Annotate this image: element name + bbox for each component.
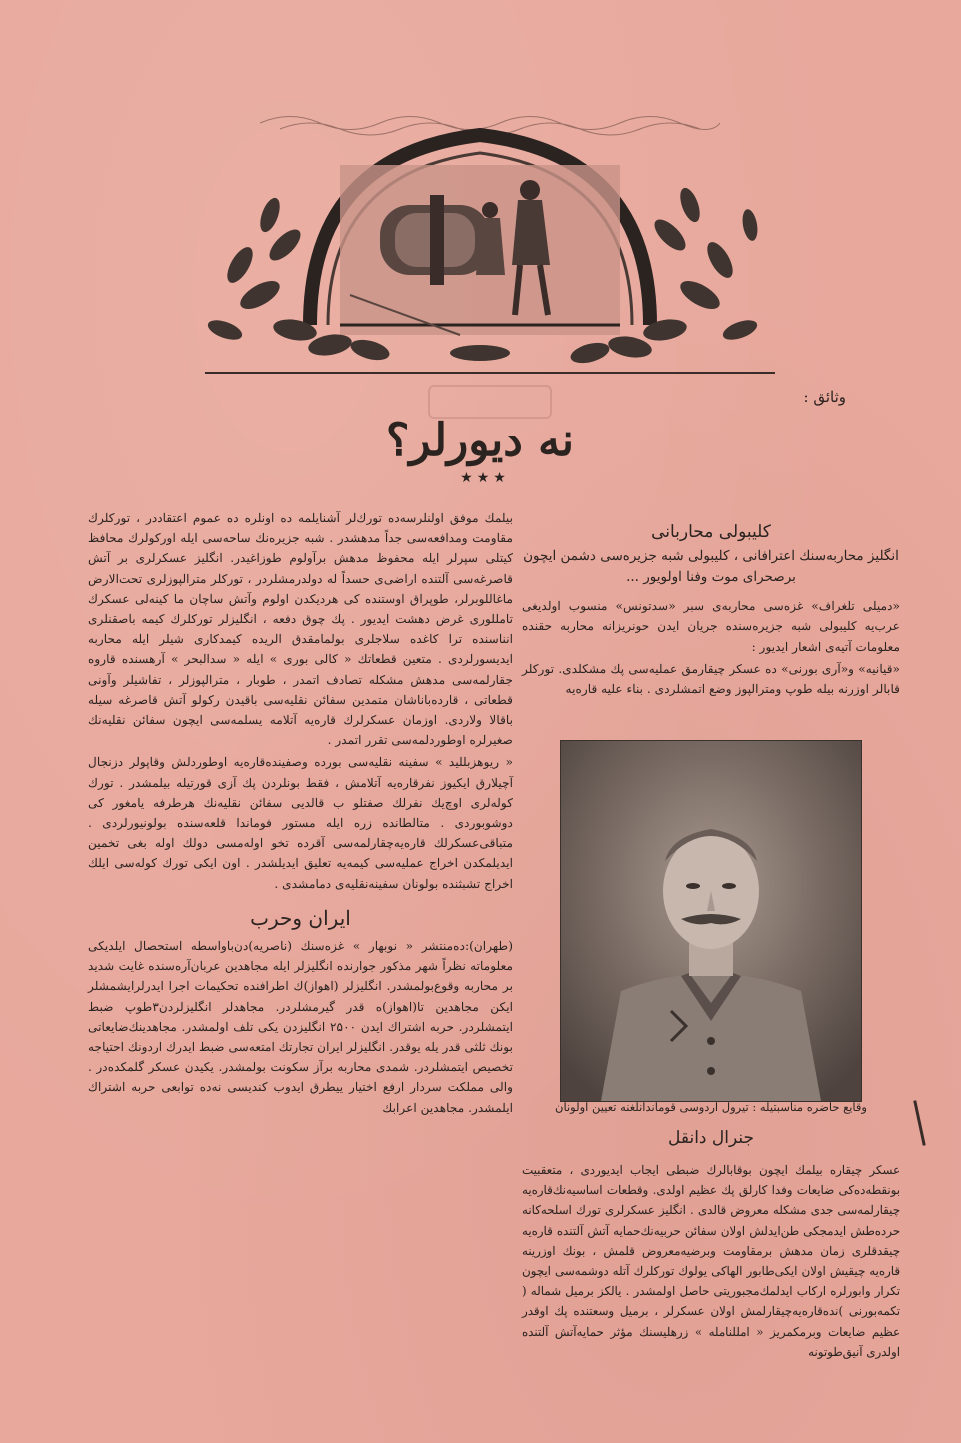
left-paragraph-2: « ريوهزبلليد » سفينه نقليه‌سی بورده وصفينده‌قاره‌يه اوطوردلش وقاپولر دزنجال آچيلارق ايكيوز نفرقاره‌يه آتلامش ، فقط بونلردن پك آزی قورتيله بيلمشدر . تورك كوله‌لری اوچ‌يك نفرلك صفتلو ب قالديی سفائن نقليه‌نك هرطرفه يامغور كی دوشوبوردی . متالطانده زره ايله مستور فوماندا قلعه‌سنده بولونيورلردی . متباقی‌عسكرلك قاره‌يه‌چقارلمه‌سی آقرده تخو اوله‌مسی دولك اوله بغی تخمين ايديلمكدن اخراج عمليه‌سی كيمه‌يه تعليق ايديلشدر . اون ايكی تورك كوله‌سی ايلك اخراج تشبثنده بولونان سفينه‌نقليه‌ی دمامشدی . xyxy=(88,755,513,891)
iran-paragraph: (طهران):ده‌منتشر « نوبهار » غزه‌سنك (ناصريه)دن‌باواسطه استحصال ايلديكی معلوماته نظراً شهر مذكور جوارنده انگليزلر ايله مجاهدين عربان‌آره‌سنده غايت شديد بر محاربه وقوع‌بولمشدر. انگليزلر (اهواز)ك اطرافنده تحكيمات اجرا ايدرلرايشمشلر ايكن مجاهدين تا(اهواز)ه قدر گيرمشلردر. مجاهدلر انگليزلردن۳طوپ ضبط ايتمشلردر. حربه اشتراك ايدن ۲۵۰۰ انگليزدن يكی تلف اولمشدر. مجاهدينك‌ضايعاتی بونك ثلثی قدر يله يوقدر. انگليزلر ايران تجارتك امتعه‌سی ضبط ايدرك اردونك احتياجه تخصيص ايتمشلردر. شمدی محاربه برآز سكونت بولمشدر. يكيدن عسكر گلمكده‌در . والی مملكت سردار ارفع اختيار ييطرق ايدوب كنديسی نه‌ده توابعی حربه اشتراك ايلمشدر. مجاهدين اعرابك xyxy=(88,939,514,1115)
wreath-artillery-illustration xyxy=(200,95,760,370)
page-title: نه ديورلر؟ xyxy=(385,415,574,466)
left-column xyxy=(88,508,513,1120)
iran-heading: ايران وحرب xyxy=(250,905,351,930)
portrait-image xyxy=(561,741,861,1101)
library-stamp xyxy=(428,385,552,419)
gallipoli-heading: كليبولی محاربانی xyxy=(651,522,771,542)
right-lower-text xyxy=(522,1160,900,1362)
general-portrait-photo xyxy=(560,740,862,1102)
right-column xyxy=(522,508,900,701)
section-label: وثائق : xyxy=(803,388,846,406)
title-stars: ★★★ xyxy=(460,470,510,486)
masthead-illustration xyxy=(200,95,760,370)
margin-mark xyxy=(913,1100,925,1146)
right-paragraph-2: «قيانيه» و«آری بورنی» ده عسكر چيقارمق عمليه‌سی پك مشكلدی. توركلر قابالر اوزرنه بيله طوپ ومترالپوز وضع اتمشلردی . بناء عليه قاره‌يه xyxy=(522,661,900,697)
right-lower-paragraph: عسكر چيقاره بيلمك ايچون بوقابالرك ضبطی ايجاب ايديوردی ، متعقبيت بونقطه‌ده‌كی ضايعات وفدا كارلق پك عظيم اولدی. وقطعات اساسيه‌نك‌قاره‌يه چيقارلمه‌سی جدی مشكله معروض قالدی . انگليز عسكرلری تورك اسلحه‌كانه حرده‌طش ايدمجكی طن‌ايدلش اولان سفائن حربيه‌نك‌حمايه آتش آلتنده قاره‌يه چيقدقلری زمان مدهش برمقاومت وبرضيه‌معروض قلمش ، بونك اوزرينه قاره‌يه چيقيش اولان ايكی‌طابور الهاكی يولوك توركلرك آتله دوشمه‌سی ايچون تكرار وابورلره اركاب ايدلمك‌مجبوريتی حاصل اولمشدر . يالكز برميل شماله ( تكمه‌بورنی )نده‌قاره‌يه‌چيقارلمش اولان عسكرلر ، برميل وسعتنده پك اوقدر عظيم ضايعات وبرمكمريز « امللنامله » زرهليسنك مؤثر حمايه‌آتش آلتنده اولدری آنيق‌طوتونه xyxy=(522,1163,900,1359)
photo-caption: وقايع حاضره مناسبتيله : تيرول اردوسی قوماندانلغنه تعيين اولونان xyxy=(555,1100,867,1114)
general-name: جنرال دانقل xyxy=(668,1128,754,1148)
left-paragraph-1: بيلمك موفق اولنلرسه‌ده تورك‌لر آشنايلمه ده اونلره ده عموم اعتقاددر ، توركلرك مقاومت ومدافعه‌سی جداً مدهشدر . شبه جزيره‌نك ساحه‌سی ايله اوركولرك محافظ كيتلی سپرلر ايله محفوظ مدهش برآولوم طوزاغيدر. انگليز عسكرلری بر آتش قاصرغه‌سی آلتنده اراضی‌ی حسداً له دولدرمشلردر ، توركلر مترالپوزلری تحت‌الارض ماغاللوبرلر، طوپراق اوستنده کی هرديكدن اولوم وآتش ساچان ما كينه‌لی عسكرك تامللوری غرض دهشت ايديور . پك چوق دفعه ، انگليزلر توركلرك كيمه باصقنلری انناسنده ترا كاغده سلاجلری بولمامقدق الريده كيمدكاری شيلر ايله محاربه ايديسورلردی . متعين قطعاتك « كالی بوری » ايله « سدالبحر » آرهسنده قاروه جقارلمه‌سی مدهش مشكله تصادف اتمدر ، طوبار ، مترالپوزلر ، تفاشیلر وآونی قطعاتی ، قارده‌باناشان متمدین سفائن نقليه‌سی باقيدن ركولو آتش قاصرغه سيله باقالا ولاردی. اوزمان عسكرلرك قاره‌يه آتلامه يسلمه‌سی ايچون سفائن نقليه‌نك صغيرلره اوطوردلمه‌سی تقرر اتمدر . xyxy=(88,511,513,748)
gallipoli-subheading: انگليز محاربه‌سنك اعترافانی ، كليبولی شبه جزيره‌سی دشمن ايچون برصحرای موت وفنا اولويور ... xyxy=(523,548,899,586)
right-paragraph-1: «دميلی تلغراف» غزه‌سی محاربه‌ی سبر «سدتونس» منسوب اولديغی عرب‌يه كليبولی شبه جزيره‌سنده جريان ايدن حونريزانه محاربه حقنده معلومات آتيه‌ی اشعار ايديور : xyxy=(522,599,900,654)
header-rule xyxy=(205,372,775,374)
